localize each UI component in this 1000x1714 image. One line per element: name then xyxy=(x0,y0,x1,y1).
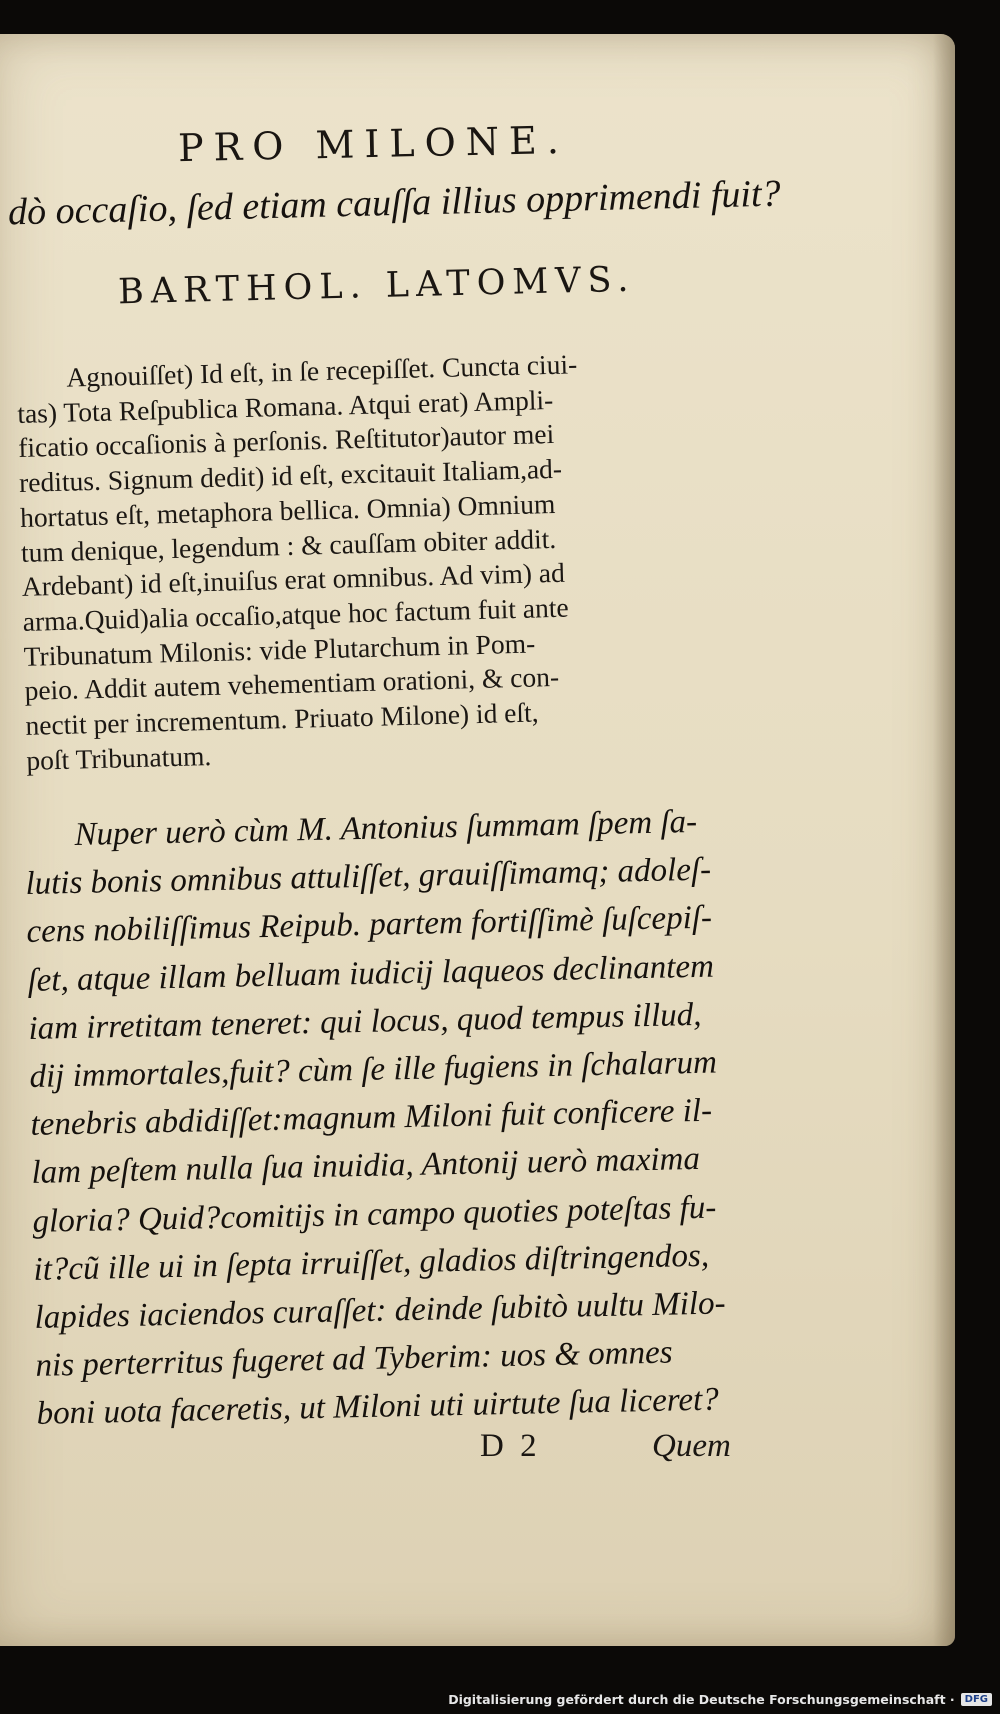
running-head: PRO MILONE. xyxy=(177,117,570,171)
oration-line: iam irretitam teneret: qui locus, quod tempus illud, xyxy=(28,996,702,1047)
catchword: Quem xyxy=(652,1428,731,1464)
dfg-logo: DFG xyxy=(961,1693,992,1706)
commentator-heading: BARTHOL. LATOMVS. xyxy=(117,259,636,313)
oration-line: Nuper uerò cùm M. Antonius ſummam ſpem ſa- xyxy=(74,803,698,853)
main-oration-text xyxy=(24,797,767,1439)
commentary-line: Tribunatum Milonis: vide Plutarchum in Pom- xyxy=(23,627,536,672)
oration-line: nis perterritus fugeret ad Tyberim: uos & omnes xyxy=(35,1334,673,1385)
commentary-line: Ardebant) id eſt,inuiſus erat omnibus. Ad vim) ad xyxy=(21,556,566,603)
oration-line: boni uota faceretis, ut Miloni uti uirtute ſua liceret? xyxy=(36,1382,720,1433)
oration-line: ſet, atque illam belluam iudicij laqueos declinantem xyxy=(27,948,715,999)
commentary-line: peio. Addit autem vehementiam orationi, & con- xyxy=(24,661,560,707)
digitization-credit-bar xyxy=(0,1684,1000,1714)
commentary-line: arma.Quid)alia occaſio,atque hoc factum fuit ante xyxy=(22,591,569,637)
commentary-line: nectit per incrementum. Priuato Milone) id eſt, xyxy=(25,696,539,741)
credit-text: Digitalisierung gefördert durch die Deutsche Forschungsgemeinschaft · xyxy=(448,1691,955,1707)
commentary-line: reditus. Signum dedit) id eſt, excitauit Italiam,ad- xyxy=(18,452,563,499)
oration-line: dij immortales,fuit? cùm ſe ille fugiens in ſchalarum xyxy=(29,1044,718,1095)
commentary-line: hortatus eſt, metaphora bellica. Omnia) Omnium xyxy=(19,487,556,533)
oration-line: it?cũ ille ui in ſepta irruiſſet, gladios diſtringendos, xyxy=(33,1237,710,1288)
commentary-block xyxy=(16,343,747,778)
oration-line: lutis bonis omnibus attuliſſet, grauiſſimamq; adoleſ- xyxy=(25,851,712,903)
continuation-line: dò occaſio, ſed etiam cauſſa illius opprimendi fuit? xyxy=(7,172,781,234)
page-edge-shadow xyxy=(933,34,955,1646)
oration-line: gloria? Quid?comitijs in campo quoties poteſtas fu- xyxy=(32,1189,717,1240)
book-page xyxy=(0,34,955,1646)
oration-line: cens nobiliſſimus Reipub. partem fortiſſimè ſuſcepiſ- xyxy=(26,900,713,951)
commentary-line: ficatio occaſionis à perſonis. Reſtitutor)autor mei xyxy=(17,418,555,464)
commentary-line: poſt Tribunatum. xyxy=(26,739,212,776)
oration-line: lapides iaciendos curaſſet: deinde ſubitò uultu Milo- xyxy=(34,1285,726,1336)
signature-mark: D 2 xyxy=(480,1428,541,1464)
commentary-line: tum denique, legendum : & cauſſam obiter addit. xyxy=(20,522,557,568)
oration-line: lam peſtem nulla ſua inuidia, Antonij uerò maxima xyxy=(31,1141,701,1192)
commentary-line: tas) Tota Reſpublica Romana. Atqui erat) Ampli- xyxy=(16,383,554,429)
oration-line: tenebris abdidiſſet:magnum Miloni fuit conficere il- xyxy=(30,1092,713,1144)
commentary-line: Agnouiſſet) Id eſt, in ſe recepiſſet. Cuncta ciui- xyxy=(66,348,578,393)
